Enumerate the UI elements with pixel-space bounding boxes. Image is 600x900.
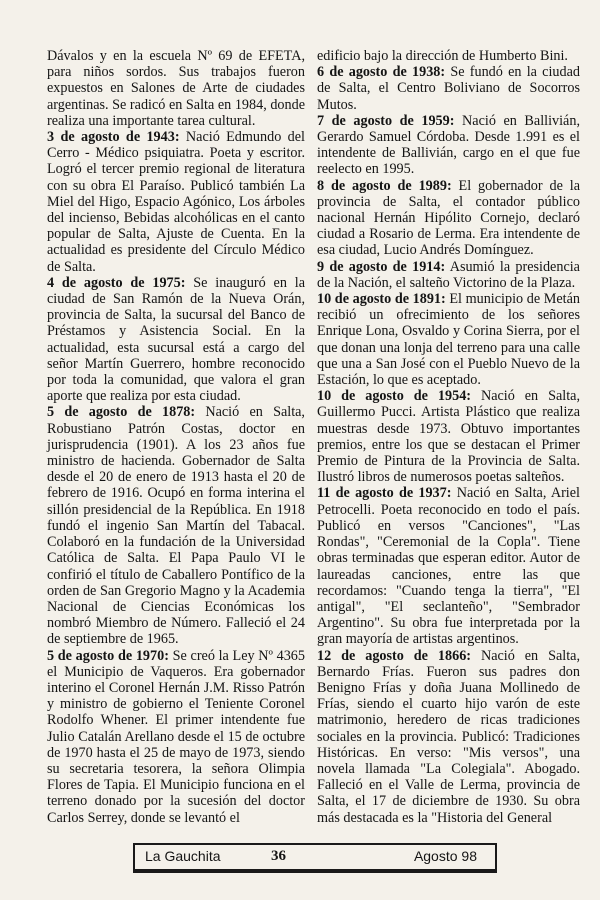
- entry: 5 de agosto de 1878: Nació en Salta, Robustiano Patrón Costas, doctor en jurisprudencia (1901). A los 23 años fue ministro de hacienda. Gobernador de Salta desde el 20 de enero de 1913 hasta el 20 de febrero de 1916. Ocupó en forma interina el sillón presidencial de la República. En 1918 fundó el ingenio San Martín del Tabacal. Colaboró en la fundación de la Universidad Católica de Salta. El Papa Paulo VI le confirió el título de Caballero Pontífico de la orden de San Gregorio Magno y la Academia Nacional de Ciencias Económicas los nombró Miembro de Número. Falleció el 24 de septiembre de 1965.: [47, 404, 305, 648]
- publication-name: La Gauchita: [145, 848, 221, 864]
- left-column: [47, 48, 305, 826]
- entry: 4 de agosto de 1975: Se inauguró en la ciudad de San Ramón de la Nueva Orán, provincia de Salta, la sucursal del Banco de Préstamos y Asistencia Social. En la actualidad, esta sucursal está a cargo del señor Martín Guerrero, hombre reconocido por toda la comunidad, que valora el gran aporte que realiza por esta ciudad.: [47, 274, 305, 405]
- entry: Dávalos y en la escuela Nº 69 de EFETA, para niños sordos. Sus trabajos fueron expuestos en Salones de Arte de ciudades argentinas. Se radicó en Salta en 1984, donde realiza una importante tarea cultural.: [47, 48, 305, 129]
- entry: 7 de agosto de 1959: Nació en Ballivián, Gerardo Samuel Córdoba. Desde 1.991 es el intendente de Ballivián, cargo en el que fue reelecto en 1995.: [317, 112, 580, 178]
- entry: 6 de agosto de 1938: Se fundó en la ciudad de Salta, el Centro Boliviano de Socorros Mutos.: [317, 64, 580, 113]
- issue-date: Agosto 98: [413, 848, 477, 864]
- entry: 12 de agosto de 1866: Nació en Salta, Bernardo Frías. Fueron sus padres don Benigno Frías y doña Juana Mollinedo de Frías, siendo el cuarto hijo varón de este matrimonio, heredero de ricas tradiciones sociales en la provincia. Publicó: Tradiciones Históricas. En verso: "Mis versos", una novela llamada "La Colegiala". Abogado. Falleció en el Valle de Lerma, provincia de Salta, el 17 de diciembre de 1930. Su obra más destacada es la "Historia del General: [317, 647, 580, 826]
- entry: 11 de agosto de 1937: Nació en Salta, Ariel Petrocelli. Poeta reconocido en todo el país. Publicó en versos "Canciones", "Las Rondas", "Ceremonial de la Copla". Tiene obras terminadas que esperan editor. Autor de laureadas canciones, entre las que recordamos: "Cuando tenga la tierra", "El antigal", "El seclanteño", "Sembrador Argentino". Su obra fue interpretada por la gran mayoría de artistas argentinos.: [317, 485, 580, 648]
- entry: 10 de agosto de 1954: Nació en Salta, Guillermo Pucci. Artista Plástico que realiza muestras desde 1973. Obtuvo importantes premios, entre los que se destacan el Primer Premio de Pintura de la Provincia de Salta. Ilustró libros de numerosos poetas salteños.: [317, 388, 580, 486]
- right-column: [317, 48, 580, 826]
- entry: 10 de agosto de 1891: El municipio de Metán recibió un ofrecimiento de los señores Enrique Lona, Osvaldo y Corina Sierra, por el que donan una lonja del terreno para una calle que una a San José con el Pueblo Nuevo de la Estación, lo que es aceptado.: [317, 291, 580, 389]
- page-number: 36: [271, 848, 286, 864]
- entry: 3 de agosto de 1943: Nació Edmundo del Cerro - Médico psiquiatra. Poeta y escritor. Logró el tercer premio regional de literatura con su obra El Paraíso. Publicó también La Miel del Higo, Espacio Agónico, Los árboles del incienso, Bebidas alcohólicas en el canto popular de Salta, Ajuste de Cuenta. En la actualidad es presidente del Círculo Médico de Salta.: [47, 129, 305, 275]
- footer-underline: [133, 871, 497, 873]
- entry: 5 de agosto de 1970: Se creó la Ley Nº 4365 el Municipio de Vaqueros. Era gobernador interino el Coronel Hernán J.M. Risso Patrón y ministro de gobierno el Teniente Coronel Rodolfo Whener. El primer intendente fue Julio Catalán Arellano desde el 15 de octubre de 1970 hasta el 25 de mayo de 1973, siendo su secretaria tesorera, la señora Olimpia Flores de Tapia. El Municipio funciona en el terreno donado por la sucesión del doctor Carlos Serrey, donde se levantó el: [47, 647, 305, 826]
- entry: edificio bajo la dirección de Humberto Bini.: [317, 48, 568, 64]
- entry: 9 de agosto de 1914: Asumió la presidencia de la Nación, el salteño Victorino de la Plaza.: [317, 258, 580, 291]
- page-footer: [133, 843, 497, 871]
- entry: 8 de agosto de 1989: El gobernador de la provincia de Salta, el contador público nacional Hernán Hipólito Cornejo, declaró ciudad a Rosario de Lerma. Era intendente de esa ciudad, Lucio Andrés Domínguez.: [317, 177, 580, 259]
